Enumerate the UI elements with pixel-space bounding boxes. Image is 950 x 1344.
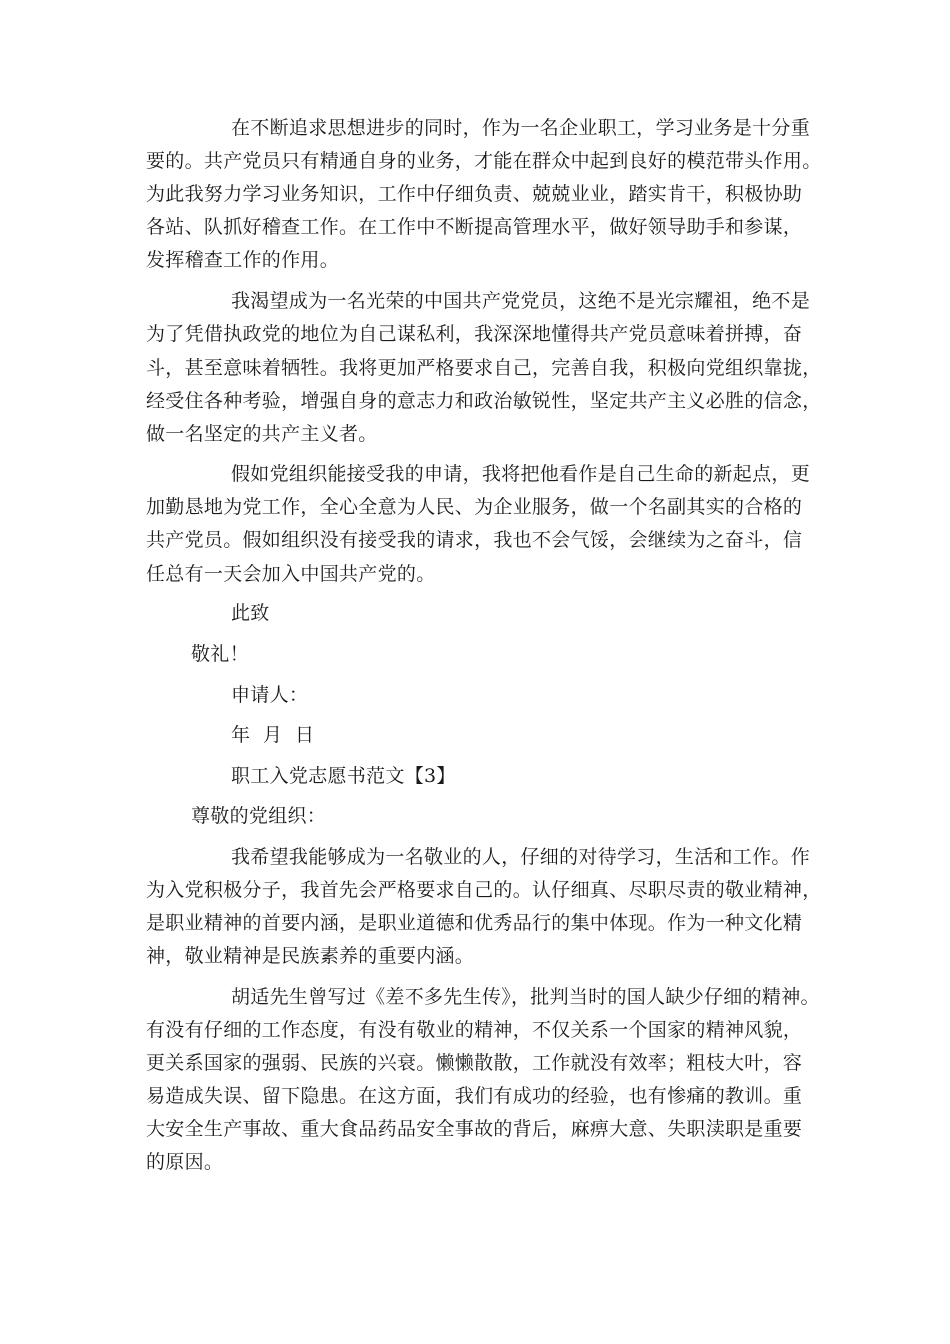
paragraph-line: 有没有仔细的工作态度，有没有敬业的精神，不仅关系一个国家的精神风貌， — [146, 1019, 803, 1041]
applicant-label: 申请人： — [231, 684, 309, 706]
paragraph-line: 神，敬业精神是民族素养的重要内涵。 — [146, 945, 475, 967]
paragraph-line: 经受住各种考验，增强自身的意志力和政治敏锐性，坚定共产主义必胜的信念， — [146, 390, 822, 412]
paragraph-line: 在不断追求思想进步的同时，作为一名企业职工，学习业务是十分重 — [231, 117, 811, 139]
paragraph-line: 我渴望成为一名光荣的中国共产党党员，这绝不是光宗耀祖，绝不是 — [231, 290, 811, 312]
salute-text: 敬礼！ — [191, 643, 249, 665]
section-title: 职工入党志愿书范文【3】 — [231, 765, 456, 787]
greeting-text: 尊敬的党组织： — [191, 805, 327, 827]
paragraph-line: 大安全生产事故、重大食品药品安全事故的背后，麻痹大意、失职渎职是重要 — [146, 1118, 803, 1140]
paragraph-line: 胡适先生曾写过《差不多先生传》，批判当时的国人缺少仔细的精神。 — [231, 986, 820, 1008]
paragraph-line: 假如党组织能接受我的申请，我将把他看作是自己生命的新起点，更 — [231, 463, 811, 485]
paragraph-line: 为入党积极分子，我首先会严格要求自己的。认仔细真、尽职尽责的敬业精神， — [146, 879, 822, 901]
paragraph-line: 要的。共产党员只有精通自身的业务，才能在群众中起到良好的模范带头作用。 — [146, 150, 822, 172]
paragraph-line: 加勤恳地为党工作，全心全意为人民、为企业服务，做一个名副其实的合格的 — [146, 496, 803, 518]
paragraph-line: 共产党员。假如组织没有接受我的请求，我也不会气馁，会继续为之奋斗，信 — [146, 529, 803, 551]
paragraph-line: 斗，甚至意味着牺牲。我将更加严格要求自己，完善自我，积极向党组织靠拢， — [146, 357, 822, 379]
paragraph-line: 是职业精神的首要内涵，是职业道德和优秀品行的集中体现。作为一种文化精 — [146, 912, 803, 934]
paragraph-line: 任总有一天会加入中国共产党的。 — [146, 563, 436, 585]
date-label: 年 月 日 — [231, 724, 315, 746]
paragraph-line: 更关系国家的强弱、民族的兴衰。懒懒散散，工作就没有效率；粗枝大叶，容 — [146, 1052, 803, 1074]
closing-text: 此致 — [231, 602, 270, 624]
paragraph-line: 各站、队抓好稽查工作。在工作中不断提高管理水平，做好领导助手和参谋， — [146, 216, 803, 238]
paragraph-line: 我希望我能够成为一名敬业的人，仔细的对待学习，生活和工作。作 — [231, 846, 811, 868]
paragraph-line: 做一名坚定的共产主义者。 — [146, 423, 378, 445]
paragraph-line: 发挥稽查工作的作用。 — [146, 249, 340, 271]
paragraph-line: 为此我努力学习业务知识，工作中仔细负责、兢兢业业，踏实肯干，积极协助 — [146, 183, 803, 205]
paragraph-line: 易造成失误、留下隐患。在这方面，我们有成功的经验，也有惨痛的教训。重 — [146, 1085, 803, 1107]
paragraph-line: 的原因。 — [146, 1151, 224, 1173]
paragraph-line: 为了凭借执政党的地位为自己谋私利，我深深地懂得共产党员意味着拼搏，奋 — [146, 323, 803, 345]
